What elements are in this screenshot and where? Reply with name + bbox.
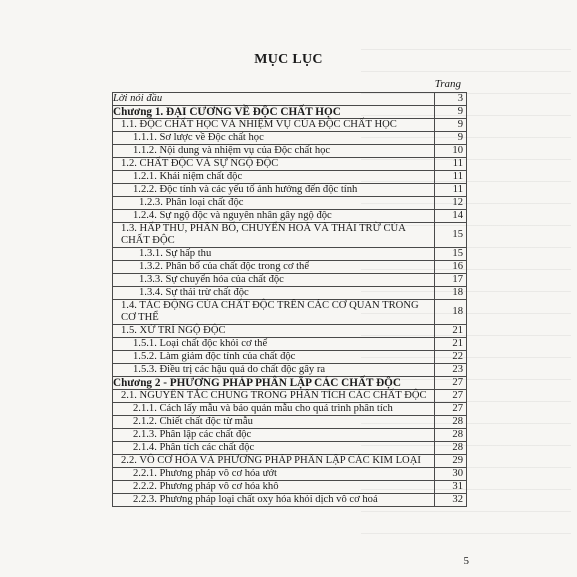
toc-entry-title: 2.2. VÔ CƠ HÓA VÀ PHƯƠNG PHÁP PHÂN LẬP CÁC KIM LOẠI — [113, 455, 435, 468]
toc-entry-page: 23 — [435, 364, 467, 377]
toc-row — [113, 351, 467, 364]
toc-row — [113, 338, 467, 351]
toc-entry-page: 32 — [435, 494, 467, 507]
toc-entry-title: 2.2.3. Phương pháp loại chất oxy hóa khỏi dịch vô cơ hoá — [113, 494, 435, 507]
toc-entry-title: 1.3.2. Phân bố của chất độc trong cơ thể — [113, 261, 435, 274]
toc-entry-title: 2.1.1. Cách lấy mẫu và bảo quản mẫu cho quá trình phân tích — [113, 403, 435, 416]
toc-entry-page: 15 — [435, 248, 467, 261]
toc-row — [113, 390, 467, 403]
toc-row — [113, 300, 467, 325]
toc-row — [113, 210, 467, 223]
toc-entry-title: Chương 2 - PHƯƠNG PHÁP PHÂN LẬP CÁC CHẤT ĐỘC — [113, 377, 435, 390]
toc-row — [113, 274, 467, 287]
toc-entry-page: 27 — [435, 390, 467, 403]
toc-entry-page: 27 — [435, 377, 467, 390]
toc-entry-title: 1.4. TÁC ĐỘNG CỦA CHẤT ĐỘC TRÊN CÁC CƠ QUAN TRONG CƠ THỂ — [113, 300, 435, 325]
toc-row — [113, 416, 467, 429]
toc-row — [113, 171, 467, 184]
toc-entry-title: 2.1.4. Phân tích các chất độc — [113, 442, 435, 455]
toc-entry-title: 1.2. CHẤT ĐỘC VÀ SỰ NGỘ ĐỘC — [113, 158, 435, 171]
toc-row — [113, 145, 467, 158]
toc-entry-page: 11 — [435, 184, 467, 197]
toc-entry-page: 14 — [435, 210, 467, 223]
toc-entry-title: 2.1. NGUYÊN TẮC CHUNG TRONG PHÂN TÍCH CÁC CHẤT ĐỘC — [113, 390, 435, 403]
toc-entry-page: 28 — [435, 442, 467, 455]
toc-entry-page: 11 — [435, 171, 467, 184]
toc-entry-page: 27 — [435, 403, 467, 416]
toc-entry-title: 1.2.2. Độc tính và các yếu tố ảnh hưởng đến độc tính — [113, 184, 435, 197]
toc-entry-page: 11 — [435, 158, 467, 171]
toc-row — [113, 481, 467, 494]
toc-row — [113, 468, 467, 481]
toc-entry-title: Chương 1. ĐẠI CƯƠNG VỀ ĐỘC CHẤT HỌC — [113, 106, 435, 119]
toc-table — [112, 92, 467, 507]
toc-entry-title: 1.1.1. Sơ lược về Độc chất học — [113, 132, 435, 145]
toc-row — [113, 197, 467, 210]
toc-row — [113, 287, 467, 300]
toc-entry-title: 2.1.3. Phân lập các chất độc — [113, 429, 435, 442]
page-number: 5 — [463, 555, 469, 567]
toc-entry-page: 30 — [435, 468, 467, 481]
toc-entry-title: Lời nói đầu — [113, 93, 435, 106]
toc-entry-title: 2.1.2. Chiết chất độc từ mẫu — [113, 416, 435, 429]
toc-row — [113, 429, 467, 442]
toc-entry-page: 18 — [435, 287, 467, 300]
page-title: MỤC LỤC — [254, 52, 323, 67]
toc-entry-title: 1.5. XỬ TRÍ NGỘ ĐỘC — [113, 325, 435, 338]
toc-row — [113, 377, 467, 390]
toc-entry-title: 1.5.3. Điều trị các hậu quả do chất độc gây ra — [113, 364, 435, 377]
toc-entry-title: 1.3.4. Sự thải trừ chất độc — [113, 287, 435, 300]
toc-entry-page: 16 — [435, 261, 467, 274]
toc-entry-page: 28 — [435, 429, 467, 442]
toc-row — [113, 364, 467, 377]
toc-entry-title: 1.3.1. Sự hấp thu — [113, 248, 435, 261]
toc-row — [113, 403, 467, 416]
toc-row — [113, 93, 467, 106]
toc-row — [113, 223, 467, 248]
toc-entry-title: 1.2.3. Phân loại chất độc — [113, 197, 435, 210]
toc-entry-title: 1.3.3. Sự chuyển hóa của chất độc — [113, 274, 435, 287]
toc-row — [113, 119, 467, 132]
toc-row — [113, 106, 467, 119]
toc-entry-page: 3 — [435, 93, 467, 106]
toc-row — [113, 494, 467, 507]
toc-entry-page: 29 — [435, 455, 467, 468]
toc-entry-title: 1.5.2. Làm giảm độc tính của chất độc — [113, 351, 435, 364]
toc-row — [113, 442, 467, 455]
toc-entry-title: 1.1. ĐỘC CHẤT HỌC VÀ NHIỆM VỤ CỦA ĐỘC CHẤT HỌC — [113, 119, 435, 132]
toc-entry-title: 1.2.1. Khái niệm chất độc — [113, 171, 435, 184]
toc-entry-title: 1.5.1. Loại chất độc khỏi cơ thể — [113, 338, 435, 351]
toc-entry-title: 1.3. HẤP THU, PHÂN BỐ, CHUYỂN HOÁ VÀ THẢI TRỪ CỦA CHẤT ĐỘC — [113, 223, 435, 248]
toc-entry-page: 21 — [435, 325, 467, 338]
toc-entry-page: 21 — [435, 338, 467, 351]
toc-entry-title: 2.2.2. Phương pháp vô cơ hóa khô — [113, 481, 435, 494]
toc-entry-page: 18 — [435, 300, 467, 325]
toc-entry-title: 1.1.2. Nội dung và nhiệm vụ của Độc chất học — [113, 145, 435, 158]
toc-entry-page: 17 — [435, 274, 467, 287]
toc-entry-page: 31 — [435, 481, 467, 494]
toc-entry-page: 15 — [435, 223, 467, 248]
toc-entry-page: 12 — [435, 197, 467, 210]
toc-row — [113, 325, 467, 338]
page-column-header: Trang — [434, 78, 461, 90]
toc-row — [113, 261, 467, 274]
toc-entry-title: 2.2.1. Phương pháp vô cơ hóa ướt — [113, 468, 435, 481]
toc-entry-page: 9 — [435, 119, 467, 132]
toc-entry-page: 10 — [435, 145, 467, 158]
toc-row — [113, 132, 467, 145]
toc-row — [113, 455, 467, 468]
toc-row — [113, 248, 467, 261]
toc-entry-page: 28 — [435, 416, 467, 429]
toc-entry-page: 9 — [435, 106, 467, 119]
toc-entry-title: 1.2.4. Sự ngộ độc và nguyên nhân gây ngộ độc — [113, 210, 435, 223]
toc-row — [113, 184, 467, 197]
toc-row — [113, 158, 467, 171]
toc-entry-page: 9 — [435, 132, 467, 145]
toc-entry-page: 22 — [435, 351, 467, 364]
